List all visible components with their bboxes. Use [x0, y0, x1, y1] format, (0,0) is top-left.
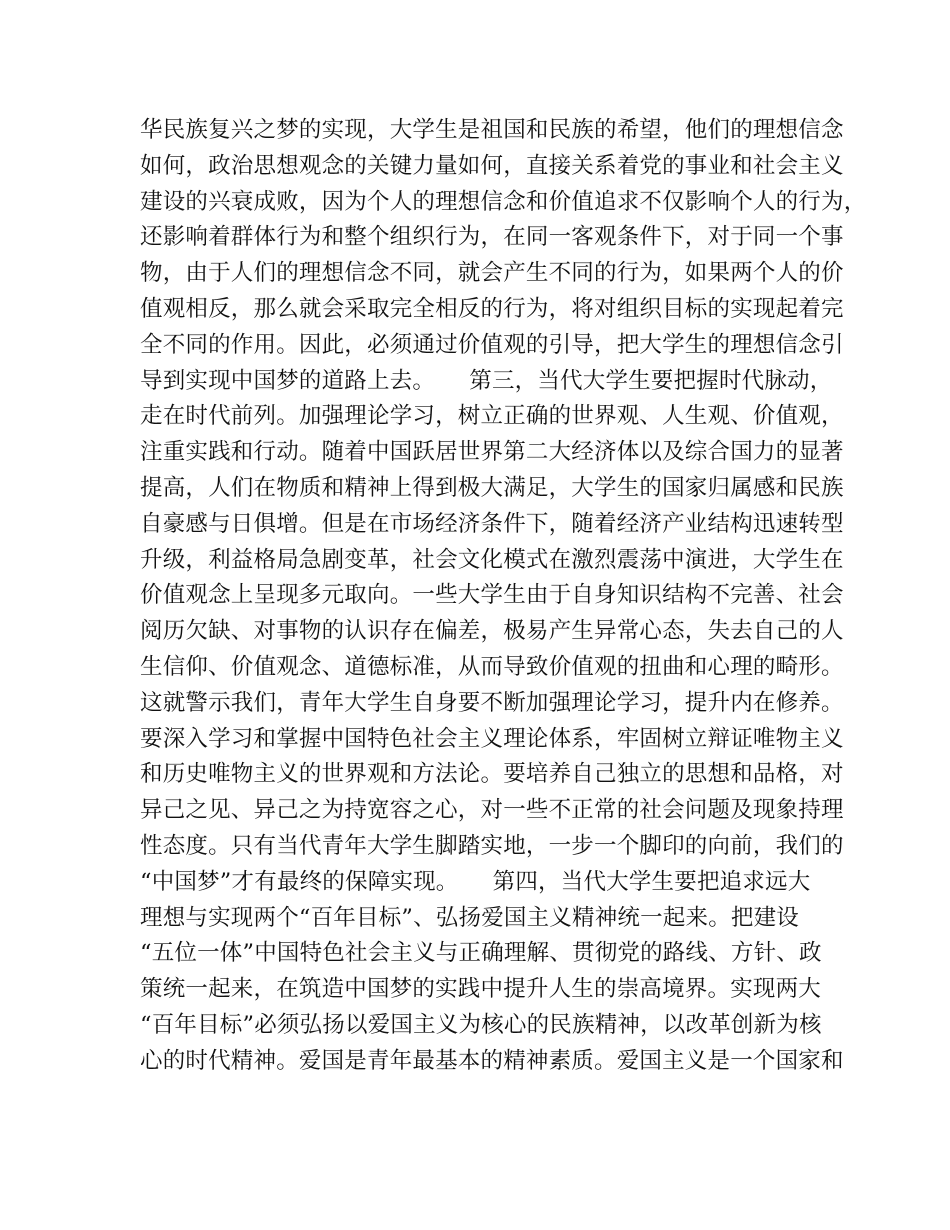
text-line: 提高，人们在物质和精神上得到极大满足，大学生的国家归属感和民族 [140, 474, 844, 501]
text-line: 注重实践和行动。随着中国跃居世界第二大经济体以及综合国力的显著 [140, 439, 844, 466]
text-line: 和历史唯物主义的世界观和方法论。要培养自己独立的思想和品格，对 [140, 761, 844, 788]
text-line: 走在时代前列。加强理论学习，树立正确的世界观、人生观、价值观， [140, 403, 844, 430]
text-line: 值观相反，那么就会采取完全相反的行为，将对组织目标的实现起着完 [140, 295, 844, 322]
text-line: 理想与实现两个“百年目标”、弘扬爱国主义精神统一起来。把建设 [140, 904, 800, 931]
text-line: 价值观念上呈现多元取向。一些大学生由于自身知识结构不完善、社会 [140, 582, 844, 609]
text-line: 物，由于人们的理想信念不同，就会产生不同的行为，如果两个人的价 [140, 260, 844, 287]
text-line: 导到实现中国梦的道路上去。 第三，当代大学生要把握时代脉动， [140, 367, 833, 394]
text-line: 策统一起来，在筑造中国梦的实践中提升人生的崇高境界。实现两大 [140, 976, 822, 1003]
text-line: 如何，政治思想观念的关键力量如何，直接关系着党的事业和社会主义 [140, 152, 844, 179]
text-line: 自豪感与日俱增。但是在市场经济条件下，随着经济产业结构迅速转型 [140, 510, 844, 537]
text-line: 阅历欠缺、对事物的认识存在偏差，极易产生异常心态，失去自己的人 [140, 618, 844, 645]
text-line: 要深入学习和掌握中国特色社会主义理论体系，牢固树立辩证唯物主义 [140, 725, 844, 752]
text-line: 升级，利益格局急剧变革，社会文化模式在激烈震荡中演进，大学生在 [140, 546, 844, 573]
text-line: “中国梦”才有最终的保障实现。 第四，当代大学生要把追求远大 [140, 868, 811, 895]
text-line: 心的时代精神。爱国是青年最基本的精神素质。爱国主义是一个国家和 [140, 1047, 844, 1074]
text-line: “五位一体”中国特色社会主义与正确理解、贯彻党的路线、方针、政 [140, 940, 822, 967]
text-line: 这就警示我们，青年大学生自身要不断加强理论学习，提升内在修养。 [140, 689, 844, 716]
body-text [140, 113, 867, 1080]
text-line: 华民族复兴之梦的实现，大学生是祖国和民族的希望，他们的理想信念 [140, 117, 844, 143]
text-line: 建设的兴衰成败，因为个人的理想信念和价值追求不仅影响个人的行为， [140, 188, 867, 215]
text-line: “百年目标”必须弘扬以爱国主义为核心的民族精神，以改革创新为核 [140, 1011, 822, 1038]
text-line: 异己之见、异己之为持宽容之心，对一些不正常的社会问题及现象持理 [140, 797, 844, 824]
text-line: 性态度。只有当代青年大学生脚踏实地，一步一个脚印的向前，我们的 [140, 832, 844, 859]
text-line: 生信仰、价值观念、道德标准，从而导致价值观的扭曲和心理的畸形。 [140, 653, 844, 680]
text-line: 还影响着群体行为和整个组织行为，在同一客观条件下，对于同一个事 [140, 224, 844, 251]
text-line: 全不同的作用。因此，必须通过价值观的引导，把大学生的理想信念引 [140, 331, 844, 358]
